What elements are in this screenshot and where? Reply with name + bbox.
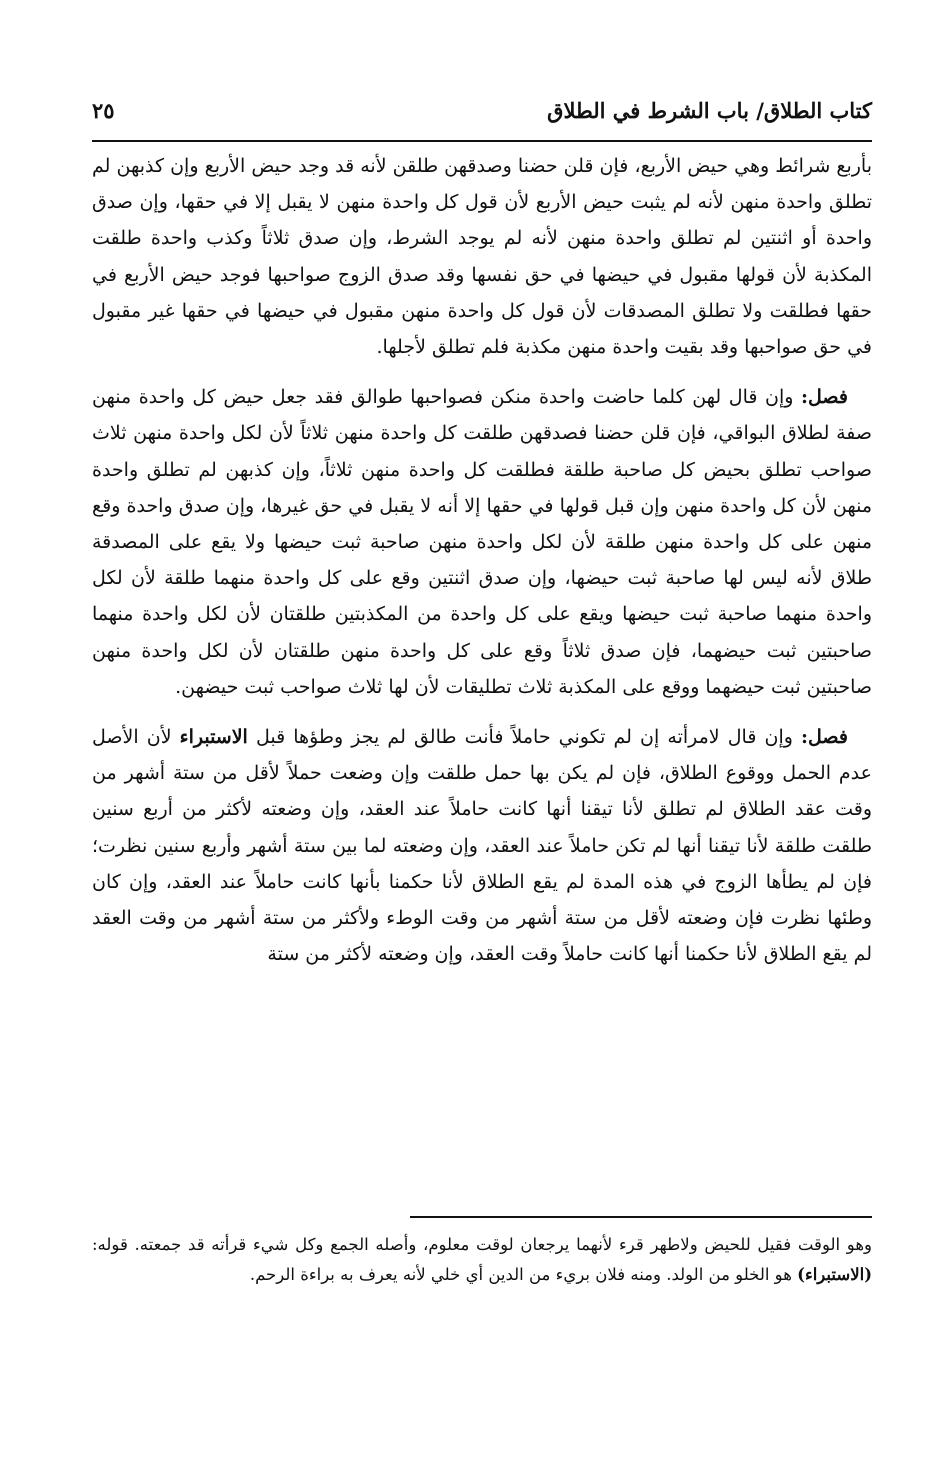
- paragraph-3: [92, 719, 872, 972]
- main-text: [92, 148, 872, 986]
- paragraph-1: [92, 148, 872, 365]
- page-number: ٢٥: [92, 98, 115, 123]
- footnote: [92, 1230, 872, 1290]
- header-divider: [92, 140, 872, 142]
- paragraph-2-text: وإن قال لهن كلما حاضت واحدة منكن فصواحبها طوالق فقد جعل حيض كل واحدة منهن صفة لطلاق البواقي، فإن قلن حضنا فصدقهن طلقت كل واحدة منهن ثلاثاً لأن لكل واحدة منهن ثلاث صواحب تطلق بحيض كل صاحبة طلقة فطلقت كل واحدة منهن ثلاثاً، وإن كذبهن لم تطلق واحدة منهن لأن كل واحدة منهن وإن قبل قولها في حقها إلا أنه لا يقبل في حق غيرها، وإن صدق واحدة وقع منهن على كل واحدة منهن طلقة لأن لكل واحدة منهن صاحبة ثبت حيضها ولا يقع على المصدقة طلاق لأنه ليس لها صاحبة ثبت حيضها، وإن صدق اثنتين وقع على كل واحدة منهما طلقة لأن لكل واحدة منهما صاحبة ثبت حيضها ويقع على كل واحدة من المكذبتين طلقتان لأن لكل واحدة منهما صاحبتين ثبت حيضهما، فإن صدق ثلاثاً وقع على كل واحدة منهن طلقتان لأن لكل واحدة منهن صاحبتين ثبت حيضهما ووقع على المكذبة ثلاث تطليقات لأن لها ثلاث صواحب ثبت حيضهن.: [92, 386, 872, 698]
- section-marker: فصل:: [801, 726, 848, 749]
- footnote-paragraph: [92, 1230, 872, 1290]
- section-marker: فصل:: [801, 386, 848, 409]
- paragraph-2: [92, 379, 872, 705]
- footnote-text-after: هو الخلو من الولد. ومنه فلان بريء من الدين أي خلي لأنه يعرف به براءة الرحم.: [249, 1265, 792, 1284]
- paragraph-3-text: لأن الأصل عدم الحمل ووقوع الطلاق، فإن لم يكن بها حمل طلقت وإن وضعت حملاً لأقل من ستة أشهر من وقت عقد الطلاق لم تطلق لأنا تيقنا أنها كانت حاملاً عند العقد، وإن وضعته لأكثر من أربع سنين طلقت طلقة لأنا تيقنا أنها لم تكن حاملاً عند العقد، وإن وضعته لما بين ستة أشهر وأربع سنين نظرت؛ فإن لم يطأها الزوج في هذه المدة لم يقع الطلاق لأنا حكمنا بأنها كانت حاملاً عند العقد، وإن كان وطئها نظرت فإن وضعته لأقل من ستة أشهر من وقت الوطء ولأكثر من ستة أشهر من وقت العقد لم يقع الطلاق لأنا حكمنا أنها كانت حاملاً وقت العقد، وإن وضعته لأكثر من ستة: [92, 726, 872, 966]
- paragraph-1-text: بأربع شرائط وهي حيض الأربع، فإن قلن حضنا وصدقهن طلقن لأنه قد وجد حيض الأربع وإن كذبهن لم تطلق واحدة منهن لأنه لم يثبت حيض الأربع لأن قول كل واحدة منهن لا يقبل إلا في حقها، وإن صدق واحدة أو اثنتين لم تطلق واحدة منهن لأنه لم يوجد الشرط، وإن صدق ثلاثاً وكذب واحدة طلقت المكذبة لأن قولها مقبول في حيضها في حق نفسها وقد صدق الزوج صواحبها فوجد حيض الأربع في حقها فطلقت ولا تطلق المصدقات لأن قول كل واحدة منهن مقبول في حيضها في حقها غير مقبول في حق صواحبها وقد بقيت واحدة منهن مكذبة فلم تطلق لأجلها.: [92, 155, 872, 359]
- footnote-divider: [410, 1216, 872, 1218]
- running-header: [92, 98, 872, 138]
- header-title: كتاب الطلاق/ باب الشرط في الطلاق: [547, 98, 872, 123]
- term-istibra: الاستبراء: [179, 726, 248, 749]
- footnote-text-before: وهو الوقت فقيل للحيض ولاطهر قرء لأنهما يرجعان لوقت معلوم، وأصله الجمع وكل شيء قرأته قد جمعته. قوله:: [92, 1235, 872, 1254]
- footnote-term: (الاستبراء): [797, 1265, 872, 1284]
- paragraph-3-text-before: وإن قال لامرأته إن لم تكوني حاملاً فأنت طالق لم يجز وطؤها قبل: [255, 726, 793, 749]
